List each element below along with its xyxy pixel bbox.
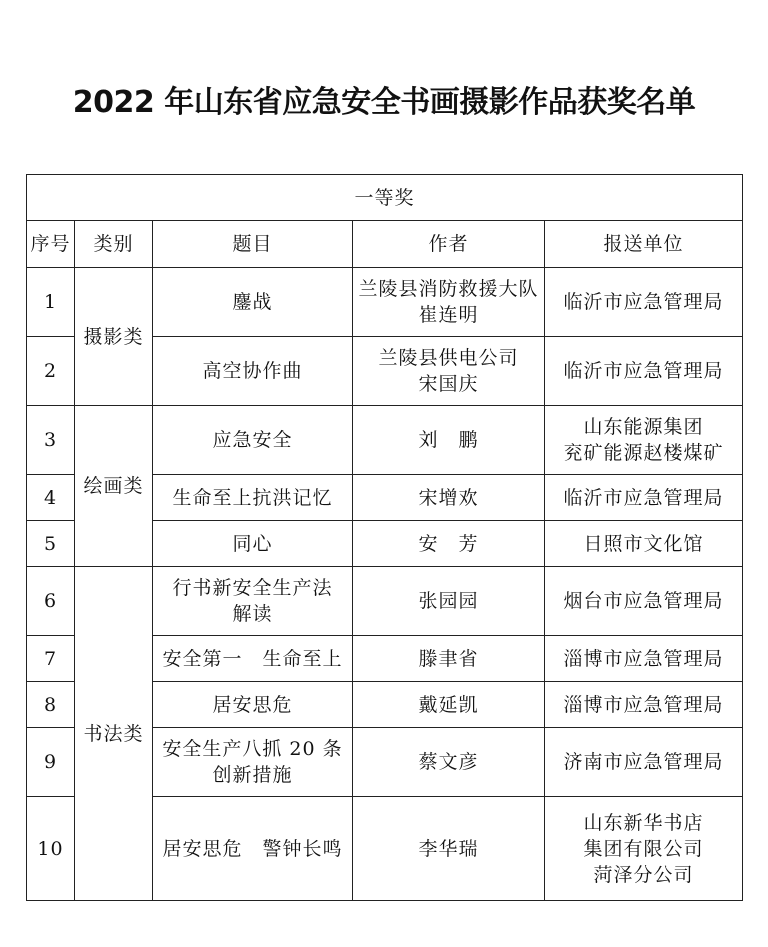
category-cell: 绘画类 [75, 406, 153, 567]
header-author: 作者 [353, 221, 545, 268]
table-row [27, 567, 743, 636]
unit-cell: 淄博市应急管理局 [545, 636, 743, 682]
unit-cell: 山东新华书店 集团有限公司 菏泽分公司 [545, 797, 743, 901]
header-unit: 报送单位 [545, 221, 743, 268]
header-row [27, 221, 743, 268]
author-cell: 兰陵县消防救援大队 崔连明 [353, 268, 545, 337]
author-cell: 李华瑞 [353, 797, 545, 901]
row-index: 10 [27, 797, 75, 901]
author-cell: 蔡文彦 [353, 728, 545, 797]
author-cell: 戴延凯 [353, 682, 545, 728]
unit-cell: 日照市文化馆 [545, 521, 743, 567]
row-index: 2 [27, 337, 75, 406]
header-category: 类别 [75, 221, 153, 268]
work-title: 安全生产八抓 20 条 创新措施 [153, 728, 353, 797]
author-cell: 安 芳 [353, 521, 545, 567]
prize-level: 一等奖 [27, 175, 743, 221]
unit-cell: 临沂市应急管理局 [545, 475, 743, 521]
unit-cell: 临沂市应急管理局 [545, 268, 743, 337]
work-title: 居安思危 警钟长鸣 [153, 797, 353, 901]
work-title: 应急安全 [153, 406, 353, 475]
row-index: 8 [27, 682, 75, 728]
table-row [27, 406, 743, 475]
work-title: 居安思危 [153, 682, 353, 728]
author-cell: 刘 鹏 [353, 406, 545, 475]
unit-cell: 山东能源集团 兖矿能源赵楼煤矿 [545, 406, 743, 475]
row-index: 7 [27, 636, 75, 682]
category-cell: 书法类 [75, 567, 153, 901]
work-title: 同心 [153, 521, 353, 567]
row-index: 1 [27, 268, 75, 337]
work-title: 行书新安全生产法 解读 [153, 567, 353, 636]
author-cell: 兰陵县供电公司 宋国庆 [353, 337, 545, 406]
header-title: 题目 [153, 221, 353, 268]
header-index: 序号 [27, 221, 75, 268]
unit-cell: 烟台市应急管理局 [545, 567, 743, 636]
prize-level-row [27, 175, 743, 221]
unit-cell: 临沂市应急管理局 [545, 337, 743, 406]
table-row [27, 268, 743, 337]
work-title: 鏖战 [153, 268, 353, 337]
page-title: 2022 年山东省应急安全书画摄影作品获奖名单 [72, 85, 696, 120]
row-index: 3 [27, 406, 75, 475]
author-cell: 滕聿省 [353, 636, 545, 682]
row-index: 6 [27, 567, 75, 636]
unit-cell: 济南市应急管理局 [545, 728, 743, 797]
author-cell: 宋增欢 [353, 475, 545, 521]
row-index: 5 [27, 521, 75, 567]
row-index: 4 [27, 475, 75, 521]
award-table [26, 174, 743, 901]
work-title: 安全第一 生命至上 [153, 636, 353, 682]
unit-cell: 淄博市应急管理局 [545, 682, 743, 728]
work-title: 生命至上抗洪记忆 [153, 475, 353, 521]
category-cell: 摄影类 [75, 268, 153, 406]
row-index: 9 [27, 728, 75, 797]
author-cell: 张园园 [353, 567, 545, 636]
work-title: 高空协作曲 [153, 337, 353, 406]
